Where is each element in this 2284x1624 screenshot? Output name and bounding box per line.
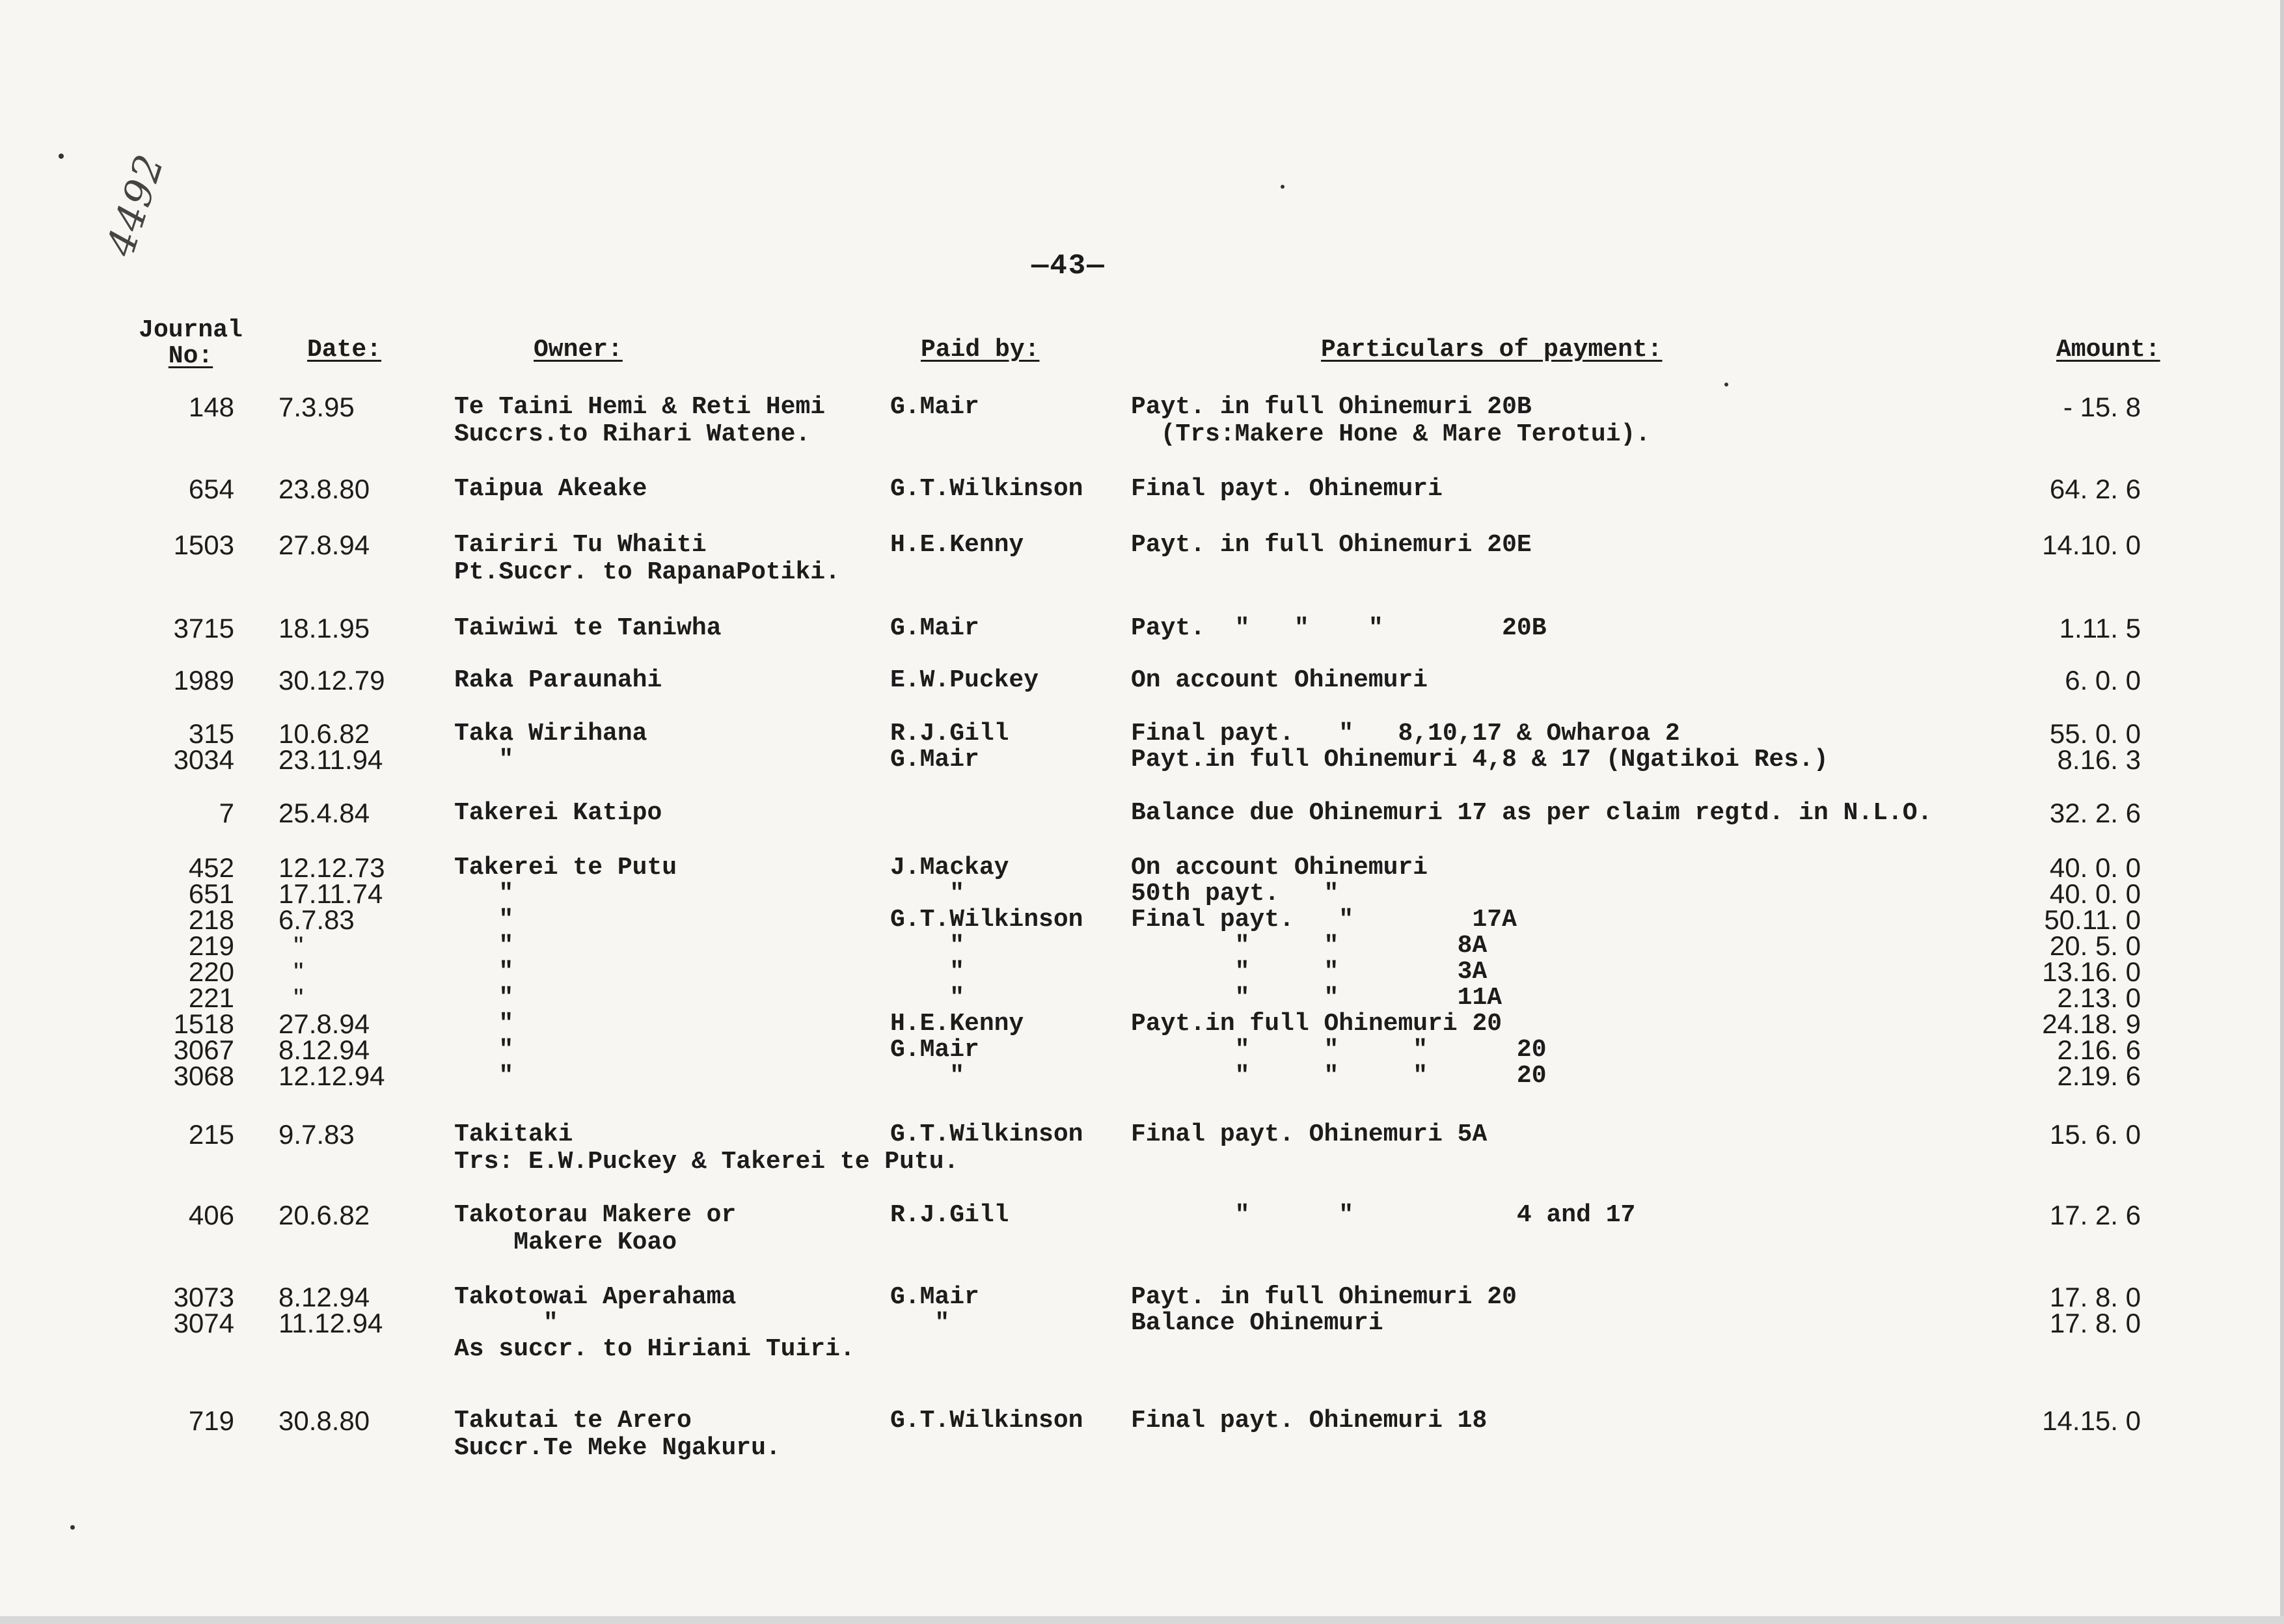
owner-cell: Raka Paraunahi [454,666,662,694]
journal-no-cell: 1518 [173,1008,234,1039]
date-cell: 25.4.84 [279,798,370,828]
owner-cell: Takerei te Putu [454,854,677,882]
owner-cell: Succr.Te Meke Ngakuru. [454,1434,781,1462]
date-cell: 30.12.79 [279,665,385,696]
particulars-cell: On account Ohinemuri [1131,854,1428,882]
paid-by-cell: " [890,932,965,960]
particulars-cell: 50th payt. " [1131,880,1339,908]
owner-cell: Takitaki [454,1120,573,1148]
particulars-cell: Payt.in full Ohinemuri 20 [1131,1010,1502,1038]
amount-cell: 40. 0. 0 [2049,878,2141,909]
speck [1724,383,1728,386]
amount-cell: 17. 2. 6 [2049,1200,2141,1230]
speck [70,1525,75,1530]
journal-no-cell: 219 [188,930,234,961]
amount-cell: 20. 5. 0 [2049,930,2141,961]
paid-by-cell: G.T.Wilkinson [890,1407,1083,1435]
particulars-cell: Final payt. " 8,10,17 & Owharoa 2 [1131,720,1680,748]
journal-no-cell: 654 [188,474,234,504]
journal-no-cell: 315 [188,718,234,749]
amount-cell: 17. 8. 0 [2049,1282,2141,1312]
owner-cell: Taiwiwi te Taniwha [454,614,722,642]
journal-no-cell: 1503 [173,530,234,560]
date-cell: " [279,982,304,1013]
amount-cell: 2.19. 6 [2057,1061,2141,1091]
journal-no-cell: 406 [188,1200,234,1230]
particulars-cell: " " 8A [1131,932,1488,960]
particulars-cell: Balance due Ohinemuri 17 as per claim regtd. in N.L.O. [1131,799,1933,827]
paid-by-cell: G.T.Wilkinson [890,475,1083,503]
particulars-cell: On account Ohinemuri [1131,666,1428,694]
amount-cell: 1.11. 5 [2059,613,2141,643]
particulars-cell: Payt.in full Ohinemuri 4,8 & 17 (Ngatikoi Res.) [1131,746,1829,774]
journal-no-cell: 3073 [173,1282,234,1312]
journal-no-cell: 3074 [173,1308,234,1338]
journal-no-cell: 7 [219,798,234,828]
journal-no-cell: 719 [188,1405,234,1436]
journal-no-cell: 452 [188,852,234,883]
particulars-cell: Payt. in full Ohinemuri 20E [1131,531,1532,559]
paid-by-cell: E.W.Puckey [890,666,1039,694]
owner-cell: " [454,1062,514,1090]
owner-cell: " [454,906,514,934]
owner-cell: " [454,958,514,986]
owner-cell: Takotowai Aperahama [454,1283,737,1311]
paid-by-cell: " [890,958,965,986]
amount-cell: 17. 8. 0 [2049,1308,2141,1338]
date-cell: 9.7.83 [279,1119,355,1150]
date-cell: 8.12.94 [279,1282,370,1312]
paid-by-cell: " [890,1062,965,1090]
date-cell: 7.3.95 [279,392,355,422]
particulars-cell: " " " 20 [1131,1062,1547,1090]
amount-cell: 2.13. 0 [2057,982,2141,1013]
owner-cell: Pt.Succr. to RapanaPotiki. [454,558,840,586]
amount-cell: - 15. 8 [2063,392,2141,422]
journal-no-cell: 215 [188,1119,234,1150]
amount-cell: 14.10. 0 [2042,530,2141,560]
header-owner: Owner: [534,336,623,364]
paid-by-cell: J.Mackay [890,854,1009,882]
amount-cell: 2.16. 6 [2057,1035,2141,1065]
particulars-cell: Balance Ohinemuri [1131,1309,1383,1337]
owner-cell: Takerei Katipo [454,799,662,827]
date-cell: 6.7.83 [279,904,355,935]
date-cell: 17.11.74 [279,878,383,909]
paid-by-cell: G.T.Wilkinson [890,906,1083,934]
date-cell: 12.12.73 [279,852,385,883]
amount-cell: 40. 0. 0 [2049,852,2141,883]
owner-cell: " [454,1036,514,1064]
amount-cell: 14.15. 0 [2042,1405,2141,1436]
owner-cell: " [454,984,514,1012]
paid-by-cell: R.J.Gill [890,1201,1009,1229]
date-cell: 27.8.94 [279,1008,370,1039]
particulars-cell: Final payt. Ohinemuri [1131,475,1443,503]
amount-cell: 8.16. 3 [2057,744,2141,775]
amount-cell: 24.18. 9 [2042,1008,2141,1039]
date-cell: 11.12.94 [279,1308,383,1338]
amount-cell: 64. 2. 6 [2049,474,2141,504]
date-cell: 8.12.94 [279,1035,370,1065]
paid-by-cell: " [890,880,965,908]
paid-by-cell: H.E.Kenny [890,1010,1024,1038]
paid-by-cell: H.E.Kenny [890,531,1024,559]
paid-by-cell: G.Mair [890,1036,979,1064]
owner-cell: " [454,1010,514,1038]
paid-by-cell: " [890,1309,950,1337]
journal-no-cell: 218 [188,904,234,935]
owner-cell: As succr. to Hiriani Tuiri. [454,1335,855,1363]
amount-cell: 32. 2. 6 [2049,798,2141,828]
header-amount: Amount: [2056,336,2160,364]
journal-no-cell: 148 [188,392,234,422]
journal-no-cell: 3715 [173,613,234,643]
owner-cell: Te Taini Hemi & Reti Hemi [454,393,826,421]
page-edge-bottom [0,1616,2284,1624]
amount-cell: 15. 6. 0 [2049,1119,2141,1150]
journal-no-cell: 220 [188,956,234,987]
date-cell: 30.8.80 [279,1405,370,1436]
journal-no-cell: 651 [188,878,234,909]
date-cell: " [279,956,304,987]
speck [59,154,64,159]
date-cell: " [279,930,304,961]
journal-no-cell: 3067 [173,1035,234,1065]
amount-cell: 6. 0. 0 [2065,665,2141,696]
owner-cell: " [454,1309,558,1337]
header-date: Date: [307,336,382,364]
header-journal-no [129,318,252,370]
paid-by-cell: " [890,984,965,1012]
paid-by-cell: G.Mair [890,393,979,421]
journal-no-cell: 221 [188,982,234,1013]
particulars-cell: " " 3A [1131,958,1488,986]
date-cell: 23.8.80 [279,474,370,504]
paid-by-cell: G.Mair [890,1283,979,1311]
paid-by-cell: G.Mair [890,746,979,774]
owner-cell: Taka Wirihana [454,720,647,748]
page-edge-right [2280,0,2284,1624]
owner-cell: Trs: E.W.Puckey & Takerei te Putu. [454,1148,959,1176]
date-cell: 10.6.82 [279,718,370,749]
particulars-cell: Payt. in full Ohinemuri 20 [1131,1283,1517,1311]
owner-cell: Takotorau Makere or [454,1201,737,1229]
owner-cell: Makere Koao [454,1228,677,1256]
header-particulars: Particulars of payment: [1321,336,1663,364]
date-cell: 23.11.94 [279,744,383,775]
page-number: —43— [1031,250,1106,282]
particulars-cell: Payt. in full Ohinemuri 20B [1131,393,1532,421]
margin-note: 4492 [98,148,174,262]
header-journal-line2: No: [168,342,213,370]
amount-cell: 50.11. 0 [2044,904,2141,935]
date-cell: 18.1.95 [279,613,370,643]
header-journal-line1: Journal [139,316,243,344]
paid-by-cell: R.J.Gill [890,720,1009,748]
amount-cell: 13.16. 0 [2042,956,2141,987]
owner-cell: Takutai te Arero [454,1407,692,1435]
date-cell: 27.8.94 [279,530,370,560]
particulars-cell: " " 4 and 17 [1131,1201,1636,1229]
journal-no-cell: 3034 [173,744,234,775]
particulars-cell: Payt. " " " 20B [1131,614,1547,642]
speck [1281,185,1285,189]
owner-cell: Taipua Akeake [454,475,647,503]
date-cell: 20.6.82 [279,1200,370,1230]
particulars-cell: Final payt. Ohinemuri 5A [1131,1120,1488,1148]
particulars-cell: Final payt. Ohinemuri 18 [1131,1407,1488,1435]
journal-no-cell: 3068 [173,1061,234,1091]
paid-by-cell: G.Mair [890,614,979,642]
owner-cell: Succrs.to Rihari Watene. [454,420,811,448]
owner-cell: " [454,880,514,908]
owner-cell: Tairiri Tu Whaiti [454,531,707,559]
particulars-cell: " " " 20 [1131,1036,1547,1064]
date-cell: 12.12.94 [279,1061,385,1091]
particulars-cell: (Trs:Makere Hone & Mare Terotui). [1131,420,1651,448]
journal-no-cell: 1989 [173,665,234,696]
amount-cell: 55. 0. 0 [2049,718,2141,749]
owner-cell: " [454,746,514,774]
header-paid-by: Paid by: [921,336,1040,364]
particulars-cell: " " 11A [1131,984,1502,1012]
paid-by-cell: G.T.Wilkinson [890,1120,1083,1148]
particulars-cell: Final payt. " 17A [1131,906,1517,934]
owner-cell: " [454,932,514,960]
